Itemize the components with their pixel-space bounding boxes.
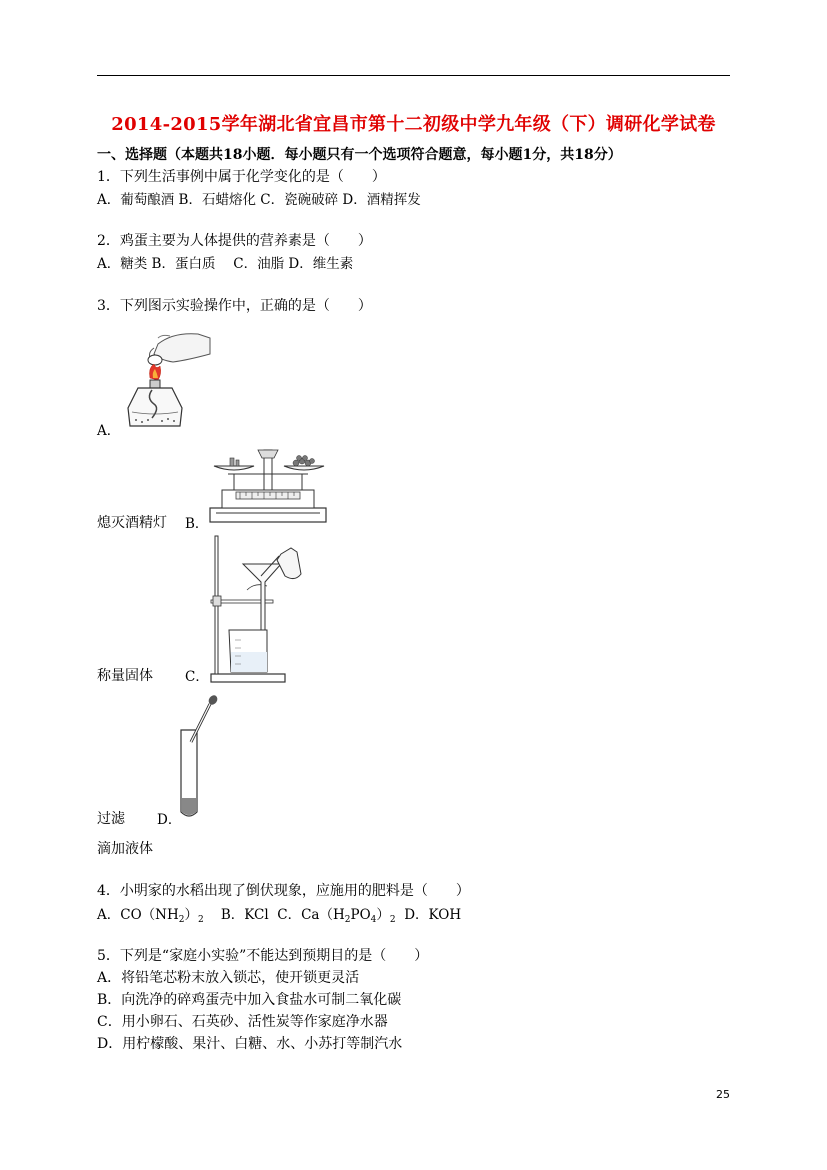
question-3-stem: 3．下列图示实验操作中，正确的是（ ） xyxy=(97,298,372,314)
caption-c: 过滤 xyxy=(97,811,125,827)
question-2-options: A．糖类 B．蛋白质 C．油脂 D．维生素 xyxy=(97,256,354,272)
option-d-label: D． xyxy=(157,812,182,828)
question-4-options xyxy=(97,903,461,925)
filtration-figure xyxy=(205,534,305,684)
question-5-option-c: C．用小卵石、石英砂、活性炭等作家庭净水器 xyxy=(97,1014,388,1030)
dropper-figure xyxy=(175,694,225,824)
q4-option-a: A．$CO(NH_2)_2$ xyxy=(97,907,204,925)
option-b-label: B． xyxy=(185,516,209,532)
question-5-option-b: B．向洗净的碎鸡蛋壳中加入食盐水可制二氧化碳 xyxy=(97,992,402,1008)
option-c-label: C． xyxy=(185,669,209,685)
question-5-option-a: A．将铅笔芯粉末放入锁芯，使开锁更灵活 xyxy=(97,970,360,986)
exam-title: 2014-2015学年湖北省宜昌市第十二初级中学九年级（下）调研化学试卷 xyxy=(111,114,716,135)
page-number: 25 xyxy=(716,1088,730,1101)
caption-b: 称量固体 xyxy=(97,668,153,684)
caption-a: 熄灭酒精灯 xyxy=(97,515,167,531)
option-a-label: A． xyxy=(97,423,121,439)
question-5-stem: 5．下列是“家庭小实验”不能达到预期目的是（ ） xyxy=(97,948,429,964)
question-1-options: A．葡萄酿酒 B．石蜡熔化 C．瓷碗破碎 D．酒精挥发 xyxy=(97,192,421,208)
caption-d: 滴加液体 xyxy=(97,841,153,857)
header-rule xyxy=(97,75,730,76)
q4-option-d: D．KOH xyxy=(404,907,462,923)
section-heading: 一、选择题（本题共18小题．每小题只有一个选项符合题意，每小题1分，共18分） xyxy=(97,147,622,163)
question-5-option-d: D．用柠檬酸、果汁、白糖、水、小苏打等制汽水 xyxy=(97,1036,403,1052)
question-4-stem: 4．小明家的水稻出现了倒伏现象，应施用的肥料是（ ） xyxy=(97,883,470,899)
question-1-stem: 1．下列生活事例中属于化学变化的是（ ） xyxy=(97,169,386,185)
alcohol-lamp-figure xyxy=(118,326,213,434)
question-2-stem: 2．鸡蛋主要为人体提供的营养素是（ ） xyxy=(97,233,372,249)
balance-figure xyxy=(208,446,328,526)
q4-option-c: C．$Ca(H_2PO_4)_2$ xyxy=(277,907,396,925)
q4-option-b: B．KCl xyxy=(220,907,269,923)
